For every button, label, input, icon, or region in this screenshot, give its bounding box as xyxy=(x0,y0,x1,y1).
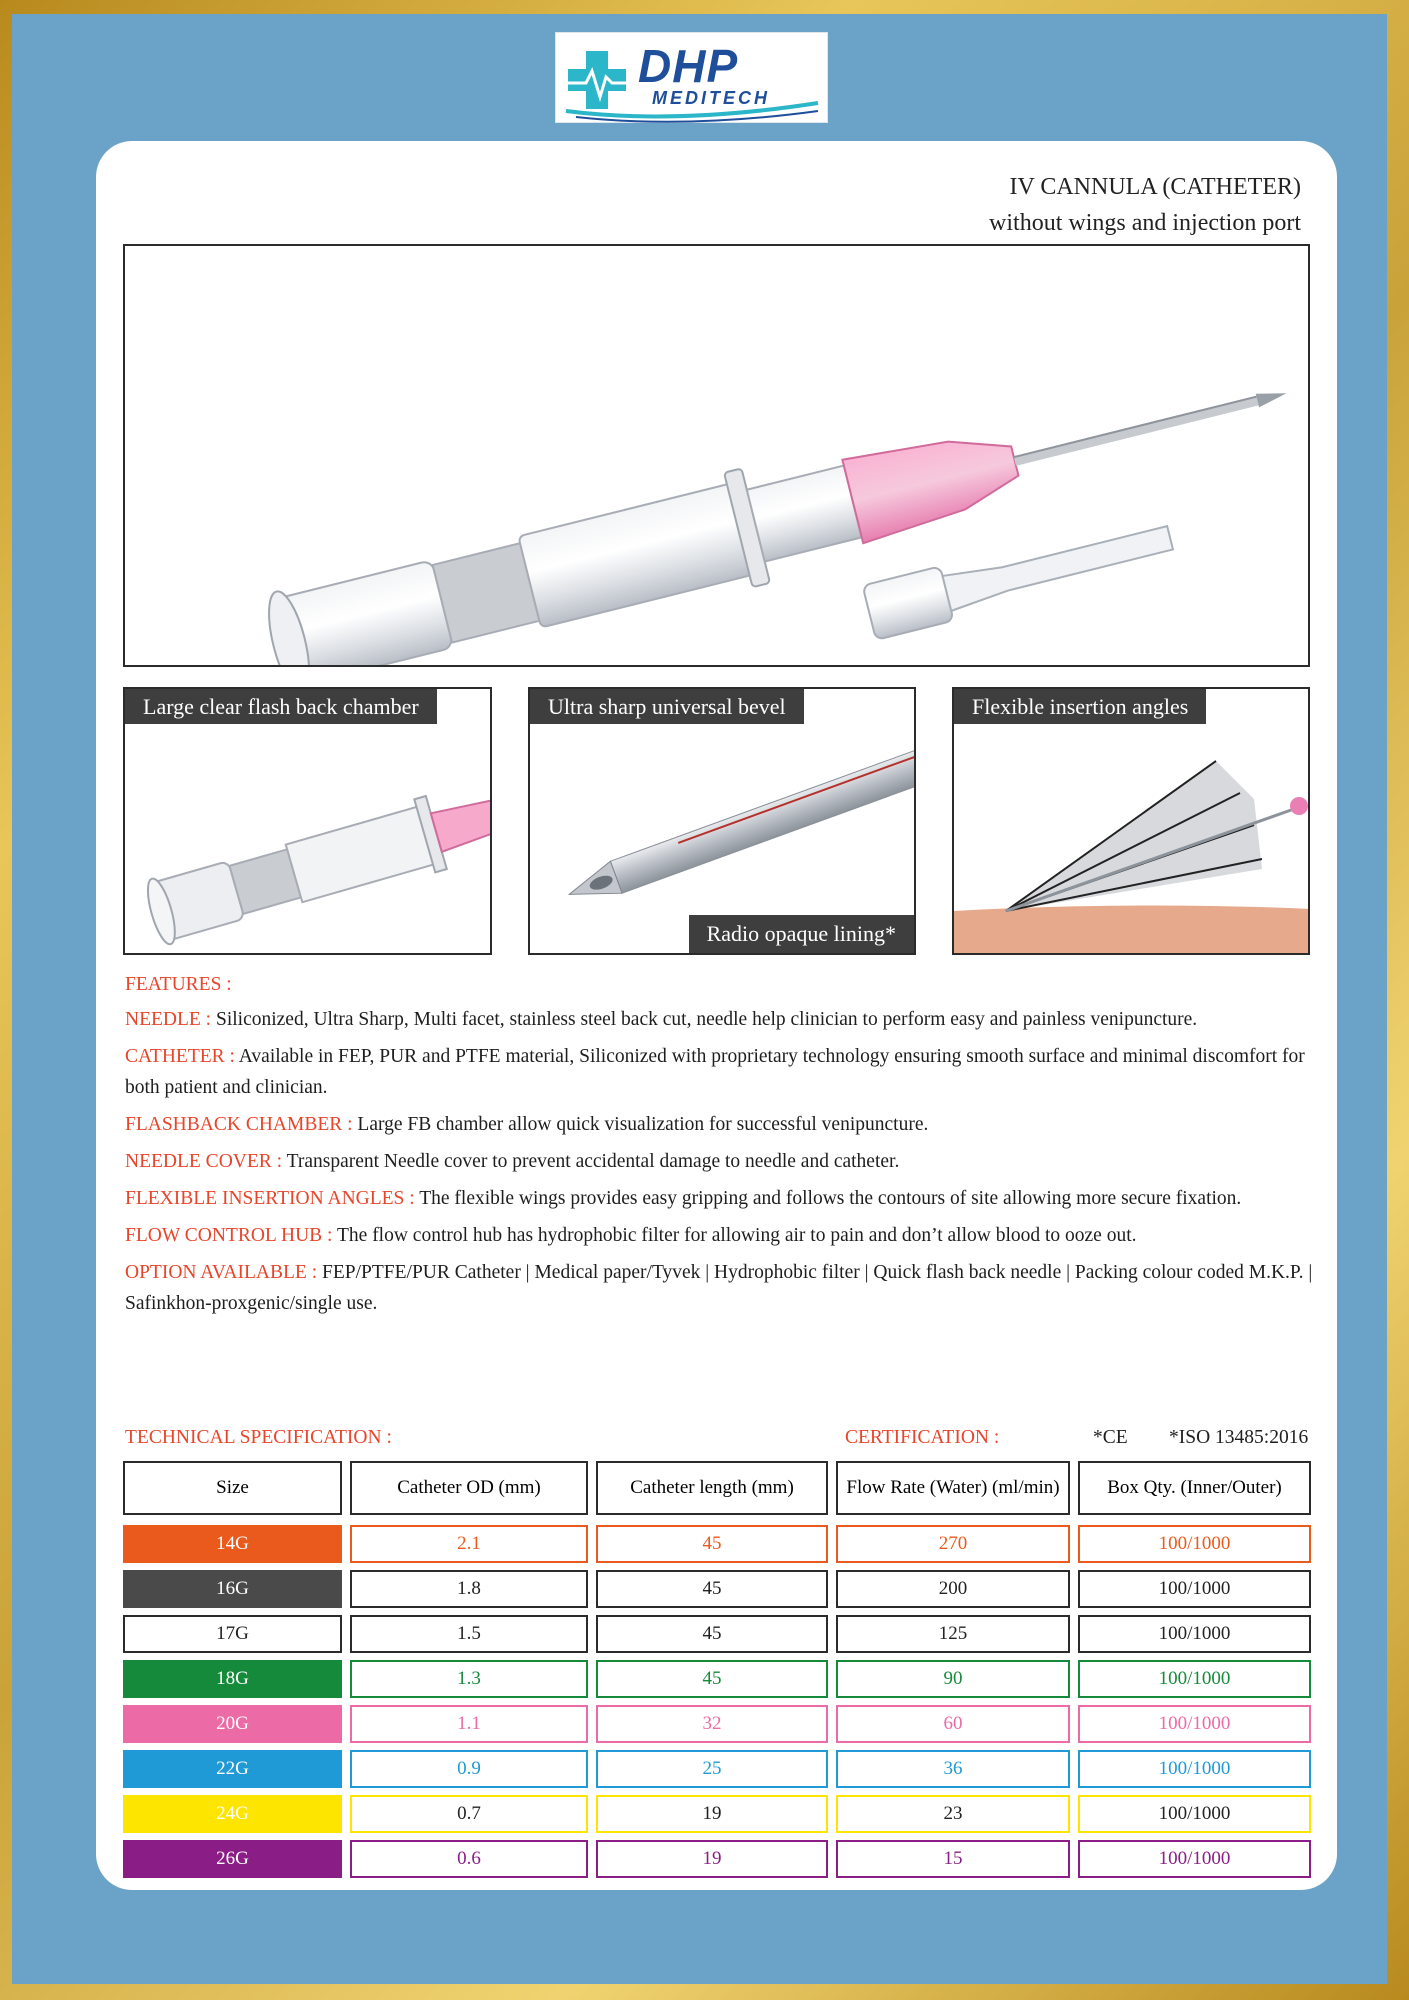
spec-table xyxy=(123,1461,1311,1885)
table-body xyxy=(123,1525,1311,1878)
table-cell: 270 xyxy=(836,1525,1070,1563)
iv-cannula-illustration xyxy=(125,246,1310,667)
table-header-cell: Catheter length (mm) xyxy=(596,1461,828,1515)
certification-ce: *CE xyxy=(1093,1427,1128,1448)
feature-text: Large FB chamber allow quick visualization for successful venipuncture. xyxy=(357,1114,929,1135)
table-cell: 90 xyxy=(836,1660,1070,1698)
product-sheet xyxy=(96,141,1337,1890)
table-cell: 100/1000 xyxy=(1078,1795,1311,1833)
table-row xyxy=(123,1750,1311,1788)
size-swatch-cell: 14G xyxy=(123,1525,342,1563)
table-cell: 1.1 xyxy=(350,1705,588,1743)
feature-flow-control-hub xyxy=(125,1220,1315,1251)
features-heading: FEATURES : xyxy=(125,974,232,995)
table-cell: 200 xyxy=(836,1570,1070,1608)
table-cell: 19 xyxy=(596,1795,828,1833)
table-cell: 25 xyxy=(596,1750,828,1788)
feature-needle-cover xyxy=(125,1146,1315,1177)
feature-text: Available in FEP, PUR and PTFE material, Siliconized with proprietary technology ensuring smooth surface and minimal discomfort for both patient and clinician. xyxy=(125,1046,1305,1098)
brand-logo xyxy=(555,32,828,123)
product-subtitle: without wings and injection port xyxy=(989,210,1301,236)
feature-label: NEEDLE : xyxy=(125,1009,212,1030)
table-cell: 100/1000 xyxy=(1078,1525,1311,1563)
table-cell: 0.9 xyxy=(350,1750,588,1788)
size-swatch-cell: 16G xyxy=(123,1570,342,1608)
table-cell: 23 xyxy=(836,1795,1070,1833)
table-cell: 1.3 xyxy=(350,1660,588,1698)
feature-label: FLOW CONTROL HUB : xyxy=(125,1225,333,1246)
feature-needle xyxy=(125,1004,1315,1035)
table-row xyxy=(123,1570,1311,1608)
brand-name: DHP xyxy=(638,40,739,92)
thumb-flashback-chamber xyxy=(123,687,492,955)
table-cell: 15 xyxy=(836,1840,1070,1878)
size-swatch-cell: 18G xyxy=(123,1660,342,1698)
table-header-cell: Size xyxy=(123,1461,342,1515)
table-cell: 2.1 xyxy=(350,1525,588,1563)
thumb-label: Flexible insertion angles xyxy=(954,689,1206,724)
table-cell: 45 xyxy=(596,1525,828,1563)
feature-label: OPTION AVAILABLE : xyxy=(125,1262,318,1283)
table-cell: 0.6 xyxy=(350,1840,588,1878)
table-row xyxy=(123,1795,1311,1833)
size-swatch-cell: 17G xyxy=(123,1615,342,1653)
feature-label: FLASHBACK CHAMBER : xyxy=(125,1114,353,1135)
feature-text: Siliconized, Ultra Sharp, Multi facet, stainless steel back cut, needle help clinician to perform easy and painless venipuncture. xyxy=(215,1009,1198,1030)
insertion-angles-image xyxy=(954,689,1310,955)
size-swatch-cell: 22G xyxy=(123,1750,342,1788)
feature-label: FLEXIBLE INSERTION ANGLES : xyxy=(125,1188,415,1209)
table-row xyxy=(123,1660,1311,1698)
table-cell: 100/1000 xyxy=(1078,1615,1311,1653)
table-cell: 19 xyxy=(596,1840,828,1878)
table-cell: 45 xyxy=(596,1660,828,1698)
table-cell: 100/1000 xyxy=(1078,1750,1311,1788)
table-cell: 45 xyxy=(596,1615,828,1653)
table-row xyxy=(123,1705,1311,1743)
features-section xyxy=(125,969,1315,1325)
table-cell: 100/1000 xyxy=(1078,1660,1311,1698)
table-cell: 45 xyxy=(596,1570,828,1608)
hero-product-image xyxy=(123,244,1310,667)
thumb-label: Ultra sharp universal bevel xyxy=(530,689,804,724)
feature-catheter xyxy=(125,1041,1315,1103)
table-header-cell: Box Qty. (Inner/Outer) xyxy=(1078,1461,1311,1515)
size-swatch-cell: 26G xyxy=(123,1840,342,1878)
tech-spec-heading: TECHNICAL SPECIFICATION : xyxy=(125,1427,392,1448)
product-title: IV CANNULA (CATHETER) xyxy=(1009,174,1301,200)
feature-flashback-chamber xyxy=(125,1109,1315,1140)
table-cell: 125 xyxy=(836,1615,1070,1653)
certification-iso: *ISO 13485:2016 xyxy=(1169,1427,1309,1448)
feature-text: Transparent Needle cover to prevent accidental damage to needle and catheter. xyxy=(286,1151,900,1172)
thumb-label: Large clear flash back chamber xyxy=(125,689,437,724)
feature-flexible-insertion-angles xyxy=(125,1183,1315,1214)
brand-subname: MEDITECH xyxy=(652,88,770,108)
thumb-bevel xyxy=(528,687,916,955)
thumb-corner-label: Radio opaque lining* xyxy=(689,915,914,953)
table-cell: 36 xyxy=(836,1750,1070,1788)
table-cell: 100/1000 xyxy=(1078,1570,1311,1608)
spec-cert-row xyxy=(125,1423,1315,1453)
table-cell: 60 xyxy=(836,1705,1070,1743)
size-swatch-cell: 20G xyxy=(123,1705,342,1743)
table-cell: 1.5 xyxy=(350,1615,588,1653)
thumb-insertion-angles xyxy=(952,687,1310,955)
table-cell: 1.8 xyxy=(350,1570,588,1608)
size-swatch-cell: 24G xyxy=(123,1795,342,1833)
feature-text: FEP/PTFE/PUR Catheter | Medical paper/Tyvek | Hydrophobic filter | Quick flash back needle | Packing colour coded M.K.P. | Safinkhon-proxgenic/single use. xyxy=(125,1262,1313,1314)
table-header-row xyxy=(123,1461,1311,1515)
table-cell: 100/1000 xyxy=(1078,1705,1311,1743)
feature-options-available xyxy=(125,1257,1315,1319)
table-cell: 100/1000 xyxy=(1078,1840,1311,1878)
flashback-chamber-image xyxy=(125,689,492,955)
table-row xyxy=(123,1840,1311,1878)
page-title xyxy=(989,169,1301,241)
table-header-cell: Flow Rate (Water) (ml/min) xyxy=(836,1461,1070,1515)
table-cell: 32 xyxy=(596,1705,828,1743)
feature-text: The flow control hub has hydrophobic filter for allowing air to pain and don’t allow blood to ooze out. xyxy=(337,1225,1137,1246)
feature-label: NEEDLE COVER : xyxy=(125,1151,283,1172)
certification-label: CERTIFICATION : xyxy=(845,1427,1000,1448)
table-header-cell: Catheter OD (mm) xyxy=(350,1461,588,1515)
table-row xyxy=(123,1525,1311,1563)
feature-label: CATHETER : xyxy=(125,1046,235,1067)
feature-text: The flexible wings provides easy gripping and follows the contours of site allowing more secure fixation. xyxy=(419,1188,1242,1209)
table-row xyxy=(123,1615,1311,1653)
table-cell: 0.7 xyxy=(350,1795,588,1833)
